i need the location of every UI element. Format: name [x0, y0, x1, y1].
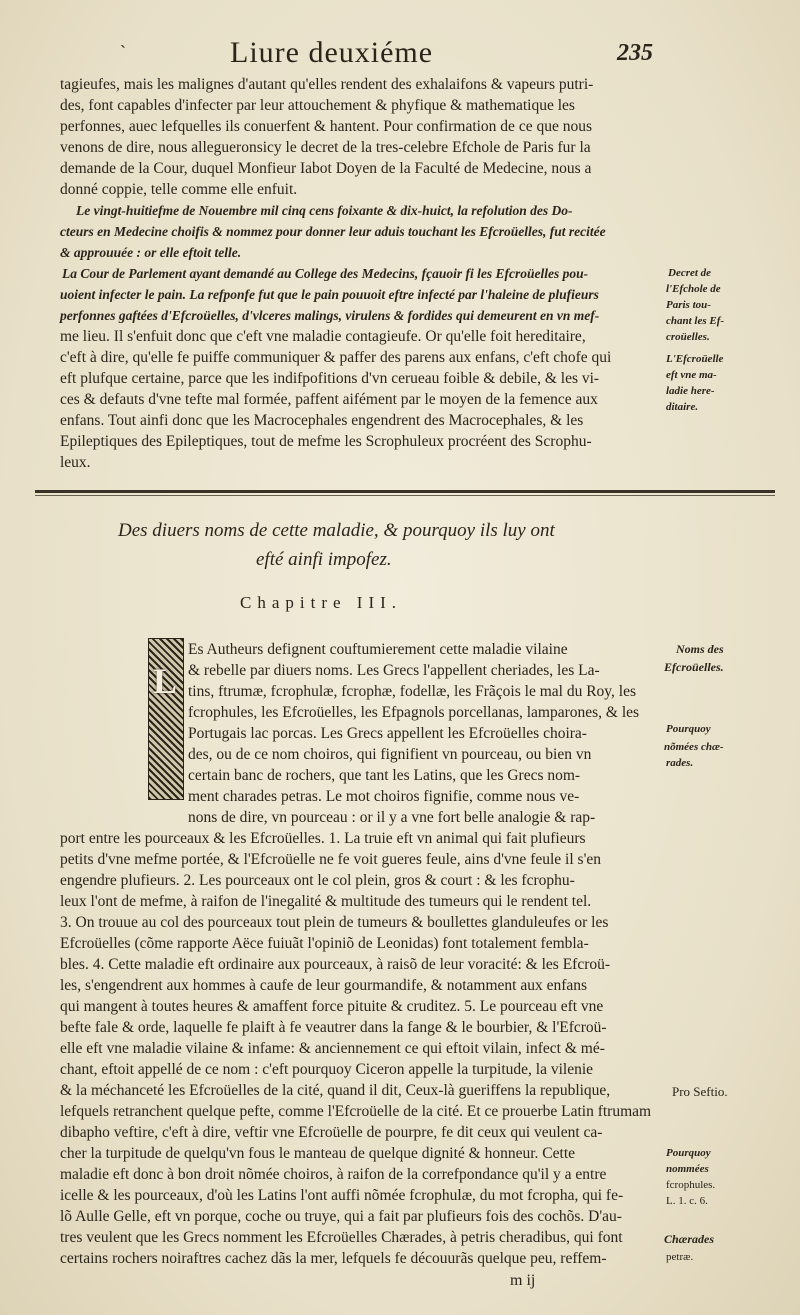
text-line: tagieufes, mais les malignes d'autant qu'elles rendent des exhalaifons & vapeurs putri-: [60, 76, 594, 93]
text-line: dibapho veftire, c'eft à dire, veftir vne Efcroüelle de pourpre, fe dit ceux qui veulent ca-: [60, 1124, 603, 1141]
chapter-title-line-2: efté ainfi impofez.: [256, 549, 392, 570]
margin-note: fcrophules.: [666, 1179, 716, 1191]
text-line: bles. 4. Cette maladie eft ordinaire aux pourceaux, à raisõ de leur voracité: & les Efcroü-: [60, 956, 611, 973]
margin-note: Decret de: [668, 267, 712, 279]
text-line: qui mangent à toutes heures & amaffent force pituite & cruditez. 5. Le pourceau eft vne: [60, 998, 604, 1015]
text-line: leux.: [60, 454, 91, 471]
page-number: 235: [617, 40, 653, 66]
margin-note: Noms des: [676, 642, 724, 656]
margin-note: eft vne ma-: [666, 369, 717, 381]
margin-note: Chærades: [664, 1232, 715, 1246]
text-line: Epileptiques des Epileptiques, tout de mefme les Scrophuleux procréent des Scrophu-: [60, 433, 592, 450]
text-line: & la méchanceté les Efcroüelles de la cité, quand il dit, Ceux-là gueriffens la republique,: [60, 1082, 611, 1099]
chapter-title-line-1: Des diuers noms de cette maladie, & pourquoy ils luy ont: [118, 520, 555, 541]
text-line: fcrophules, les Efcroüelles, les Efpagnols porcellanas, lamparones, & les: [188, 704, 640, 721]
text-line: chant, eftoit appellé de ce nom : c'eft pourquoy Ciceron appelle la turpitude, la vilenie: [60, 1061, 594, 1078]
margin-note: nõmées chæ-: [664, 741, 724, 753]
decree-line: Le vingt-huitiefme de Nouembre mil cinq cens foixante & dix-huict, la refolution des Do-: [76, 203, 573, 218]
margin-note: Pourquoy: [666, 1147, 711, 1159]
text-line: Efcroüelles (cõme rapporte Aëce fuiuãt l'opiniõ de Leonidas) font totalement fembla-: [60, 935, 589, 952]
text-line: eft plufque certaine, parce que les indifpofitions d'vn cerueau foible & debile, & les vi-: [60, 370, 600, 387]
decree-line: uoient infecter le pain. La refponfe fut que le pain pouuoit eftre infecté par l'haleine de plufieurs: [60, 287, 599, 302]
margin-note: chant les Ef-: [666, 315, 725, 327]
margin-note: rades.: [666, 757, 694, 769]
text-line: ces & defauts d'vne tefte mal formée, paffent aifément par le moyen de la femence aux: [60, 391, 598, 408]
text-line: lõ Aulle Gelle, eft vn porque, coche ou truye, qui a fait par plufieurs fois des cochõs. D'au-: [60, 1208, 622, 1225]
running-title: Liure deuxiéme: [230, 36, 434, 69]
text-line: elle eft vne maladie vilaine & infame: & anciennement ce qui eftoit vilain, infect & mé-: [60, 1040, 605, 1057]
margin-note: croüelles.: [666, 331, 710, 343]
header-mark: `: [120, 42, 126, 62]
text-line: demande de la Cour, duquel Monfieur Iabot Doyen de la Faculté de Medecine, nous a: [60, 160, 592, 177]
margin-note: Paris tou-: [666, 299, 711, 311]
text-line: enfans. Tout ainfi donc que les Macrocephales engendrent des Macrocephales, & les: [60, 412, 584, 429]
text-line: befte fale & orde, laquelle fe plaift à fe veautrer dans la fange & le bourbier, & l'Efcroü-: [60, 1019, 607, 1036]
margin-note: nommées: [666, 1163, 709, 1175]
text-line: certains rochers noiraftres cachez dãs la mer, lefquels fe découurãs quelque peu, reffem-: [60, 1250, 607, 1267]
text-line: les, s'engendrent aux hommes à caufe de leur gourmandife, & notamment aux enfans: [60, 977, 588, 994]
margin-note: ditaire.: [666, 401, 699, 413]
text-line: Portugais lac porcas. Les Grecs appellent les Efcroüelles choira-: [188, 725, 587, 742]
text-line: leux l'ont de mefme, à raifon de l'inegalité & multitude des tumeurs qui le rendent tel.: [60, 893, 592, 910]
initial-letter: L: [152, 661, 177, 701]
margin-note: Pro Seftio.: [672, 1084, 728, 1099]
signature-mark: m ij: [510, 1272, 536, 1289]
text-line: venons de dire, nous allegueronsicy le decret de la tres-celebre Efchole de Paris fur la: [60, 139, 591, 156]
text-line: tres veulent que les Grecs nomment les Efcroüelles Chærades, à petris cheradibus, qui font: [60, 1229, 623, 1246]
margin-note: ladie here-: [666, 385, 715, 397]
text-line: des, ou de ce nom choiros, qui fignifient vn pourceau, ou bien vn: [188, 746, 592, 763]
text-line: ment charades petras. Le mot choiros fignifie, comme nous ve-: [188, 788, 580, 805]
text-line: lefquels retranchent quelque pefte, comme l'Efcroüelle de la cité. Et ce prouerbe Latin ftrumam: [60, 1103, 652, 1120]
decree-line: La Cour de Parlement ayant demandé au College des Medecins, fçauoir fi les Efcroüelles pou-: [62, 266, 589, 281]
text-line: maladie eft donc à bon droit nõmée choiros, à raifon de la correfpondance qu'il y a entre: [60, 1166, 607, 1183]
decree-line: cteurs en Medecine choifis & nommez pour donner leur aduis touchant les Efcroüelles, fut recitée: [60, 224, 606, 239]
chapter-label: Chapitre III.: [240, 593, 403, 612]
text-line: perfonnes, auec lefquelles ils conuerfent & hantent. Pour confirmation de ce que nous: [60, 118, 592, 135]
margin-note: Efcroüelles.: [664, 660, 724, 674]
text-line: cher la turpitude de quelqu'vn fous le manteau de quelque dignité & honneur. Cette: [60, 1145, 576, 1162]
text-line: Es Autheurs defignent couftumierement cette maladie vilaine: [188, 641, 568, 658]
decree-line: perfonnes gaftées d'Efcroüelles, d'vlceres malings, virulens & fordides qui demeurent en vn mef-: [60, 308, 600, 323]
margin-note: Pourquoy: [666, 723, 711, 735]
text-line: me lieu. Il s'enfuit donc que c'eft vne maladie contagieufe. Or qu'elle foit hereditaire,: [60, 328, 586, 345]
section-divider: [35, 490, 775, 493]
text-line: nons de dire, vn pourceau : or il y a vne fort belle analogie & rap-: [188, 809, 596, 826]
text-line: port entre les pourceaux & les Efcroüelles. 1. La truie eft vn animal qui fait plufieurs: [60, 830, 586, 847]
margin-note: L. 1. c. 6.: [666, 1195, 708, 1207]
margin-note: petræ.: [666, 1251, 694, 1263]
text-line: certain banc de rochers, que tant les Latins, que les Grecs nom-: [188, 767, 581, 784]
text-line: petits d'vne mefme portée, & l'Efcroüelle ne fe voit gueres feule, ains d'vne feule il s'en: [60, 851, 601, 868]
decree-line: & approuuée : or elle eftoit telle.: [60, 245, 242, 260]
section-divider-thin: [35, 495, 775, 496]
margin-note: L'Efcroüelle: [666, 353, 724, 365]
text-line: & rebelle par diuers noms. Les Grecs l'appellent cheriades, les La-: [188, 662, 600, 679]
text-line: des, font capables d'infecter par leur attouchement & phyfique & mathematique les: [60, 97, 575, 114]
text-line: 3. On trouue au col des pourceaux tout plein de tumeurs & boullettes glanduleufes or les: [60, 914, 609, 931]
text-line: icelle & les pourceaux, d'où les Latins l'ont auffi nõmée fcrophulæ, du mot fcropha, qui fe-: [60, 1187, 624, 1204]
text-line: tins, ftrumæ, fcrophulæ, fcrophæ, fodellæ, les Frãçois le mal du Roy, les: [188, 683, 637, 700]
margin-note: l'Efchole de: [666, 283, 721, 295]
text-line: c'eft à dire, qu'elle fe puiffe communiquer & paffer des parens aux enfans, c'eft chofe qui: [60, 349, 612, 366]
text-line: donné coppie, telle comme elle enfuit.: [60, 181, 298, 198]
text-line: engendre plufieurs. 2. Les pourceaux ont le col plein, gros & court : & les fcrophu-: [60, 872, 575, 889]
